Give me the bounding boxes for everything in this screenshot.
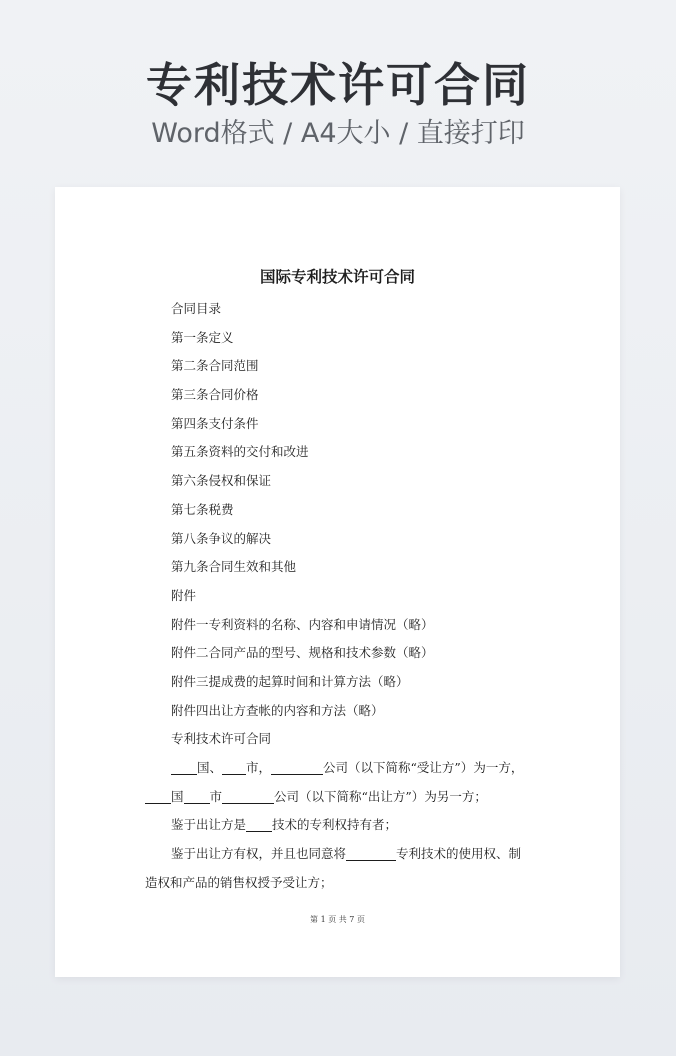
blank-line	[246, 817, 272, 832]
recital-two-before: 鉴于出让方有权，并且也同意将	[171, 846, 347, 862]
toc-item: 第五条资料的交付和改进	[171, 444, 309, 460]
blank-line	[222, 760, 246, 775]
party-one-city: 市，	[246, 760, 272, 775]
toc-item: 第三条合同价格	[171, 387, 259, 403]
recital-one-after: 技术的专利权持有者；	[272, 817, 398, 833]
toc-item: 合同目录	[171, 301, 222, 316]
party-one-country: 国、	[197, 760, 223, 775]
document-title: 国际专利技术许可合同	[259, 267, 415, 286]
toc-item: 第一条定义	[171, 329, 234, 345]
table-of-contents	[145, 295, 530, 754]
recital-one	[145, 811, 530, 840]
party-one-company: 公司（以下简称“受让方”）为一方，	[323, 760, 524, 775]
party-two-city: 市	[209, 788, 223, 804]
blank-line	[171, 760, 197, 775]
blank-line	[271, 760, 323, 775]
toc-item: 附件	[171, 587, 197, 603]
toc-item: 第九条合同生效和其他	[171, 559, 297, 575]
recital-one-before: 鉴于出让方是	[171, 817, 247, 833]
document-page	[55, 187, 620, 977]
party-two-company: 公司（以下简称“出让方”）为另一方；	[274, 788, 487, 804]
recital-two	[145, 840, 530, 869]
blank-line	[222, 789, 274, 804]
blank-line	[346, 846, 396, 861]
toc-item: 第四条支付条件	[171, 415, 259, 431]
toc-item: 附件二合同产品的型号、规格和技术参数（略）	[171, 645, 434, 661]
party-two-line	[145, 783, 530, 812]
blank-line	[184, 789, 210, 804]
document-body	[145, 265, 530, 897]
toc-item: 附件四出让方查帐的内容和方法（略）	[171, 702, 384, 718]
toc-item: 专利技术许可合同	[171, 731, 272, 747]
banner-subtitle: Word格式 / A4大小 / 直接打印	[151, 118, 525, 149]
blank-line	[145, 789, 171, 804]
toc-item: 第八条争议的解决	[171, 530, 272, 546]
recital-two-continued: 造权和产品的销售权授予受让方；	[145, 874, 333, 890]
toc-item: 附件一专利资料的名称、内容和申请情况（略）	[171, 616, 434, 632]
banner-title: 专利技术许可合同	[146, 58, 530, 112]
toc-item: 附件三提成费的起算时间和计算方法（略）	[171, 673, 409, 689]
party-two-country: 国	[171, 788, 184, 804]
party-one-line	[145, 754, 530, 783]
toc-item: 第二条合同范围	[171, 358, 259, 374]
recital-two-after: 专利技术的使用权、制	[396, 846, 522, 862]
toc-item: 第七条税费	[171, 501, 234, 517]
toc-item: 第六条侵权和保证	[171, 473, 272, 489]
page-footer: 第 1 页 共 7 页	[310, 915, 365, 924]
